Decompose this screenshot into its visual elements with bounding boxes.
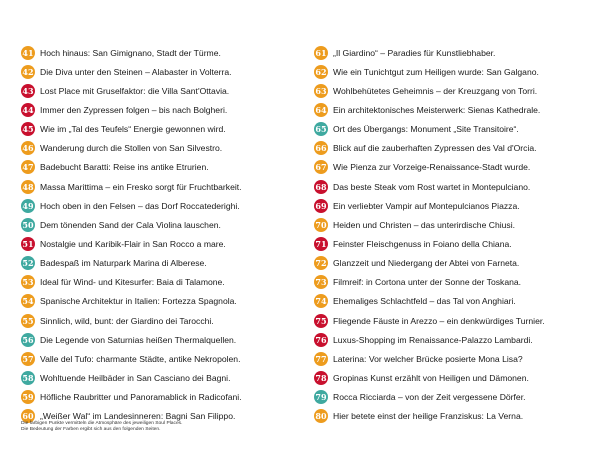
- number-badge: 45: [22, 124, 34, 135]
- number-badge: 69: [315, 200, 327, 211]
- number-badge: 62: [315, 66, 327, 77]
- list-item-text: Wie im „Tal des Teufels“ Energie gewonnen wird.: [40, 124, 226, 135]
- list-item: [21, 368, 321, 387]
- footnote-line-1: Die farbigen Punkte vermitteln die Atmosphäre des jeweiligen Soul Places.: [21, 421, 183, 426]
- list-item-text: Badespaß im Naturpark Marina di Alberese.: [40, 258, 207, 269]
- list-item-text: Badebucht Baratti: Reise ins antike Etrurien.: [40, 162, 209, 173]
- list-item-text: Immer den Zypressen folgen – bis nach Bolgheri.: [40, 104, 228, 115]
- number-badge: 61: [315, 47, 327, 58]
- left-column: [21, 43, 321, 426]
- list-item-text: Hoch oben in den Felsen – das Dorf Roccatederighi.: [40, 200, 240, 211]
- list-item-text: Wie ein Tunichtgut zum Heiligen wurde: San Galgano.: [333, 66, 539, 77]
- list-item: [314, 158, 600, 177]
- list-item: [21, 81, 321, 100]
- number-badge: 59: [22, 392, 34, 403]
- list-item-text: Glanzzeit und Niedergang der Abtei von Farneta.: [333, 258, 520, 269]
- list-item-text: Luxus-Shopping im Renaissance-Palazzo Lambardi.: [333, 334, 533, 345]
- list-item: [21, 388, 321, 407]
- number-badge: 68: [315, 181, 327, 192]
- list-item: [21, 254, 321, 273]
- number-badge: 64: [315, 104, 327, 115]
- list-item: [314, 120, 600, 139]
- list-item: [21, 349, 321, 368]
- number-badge: 50: [22, 219, 34, 230]
- list-item-text: Wanderung durch die Stollen von San Silvestro.: [40, 143, 223, 154]
- list-item-text: Die Legende von Saturnias heißen Thermalquellen.: [40, 334, 237, 345]
- list-item: [21, 273, 321, 292]
- right-column: [314, 43, 600, 426]
- number-badge: 63: [315, 85, 327, 96]
- list-item-text: Dem tönenden Sand der Cala Violina lauschen.: [40, 219, 221, 230]
- list-item-text: Lost Place mit Gruselfaktor: die Villa Sant'Ottavia.: [40, 85, 230, 96]
- number-badge: 51: [22, 238, 34, 249]
- list-item: [314, 43, 600, 62]
- number-badge: 80: [315, 411, 327, 422]
- list-item: [314, 139, 600, 158]
- number-badge: 44: [22, 104, 34, 115]
- number-badge: 72: [315, 258, 327, 269]
- footnote: [21, 421, 321, 434]
- number-badge: 46: [22, 143, 34, 154]
- list-item: [21, 62, 321, 81]
- number-badge: 47: [22, 162, 34, 173]
- footnote-line-2: Die Bedeutung der Farben ergibt sich aus den folgenden Seiten.: [21, 427, 161, 433]
- list-item: [314, 100, 600, 119]
- list-item: [314, 292, 600, 311]
- list-item-text: Wohltuende Heilbäder in San Casciano dei Bagni.: [40, 372, 231, 383]
- list-item: [21, 158, 321, 177]
- list-item-text: Valle del Tufo: charmante Städte, antike Nekropolen.: [40, 353, 241, 364]
- list-item-text: Spanische Architektur in Italien: Fortezza Spagnola.: [40, 296, 237, 307]
- list-item: [314, 177, 600, 196]
- list-item: [314, 273, 600, 292]
- number-badge: 57: [22, 353, 34, 364]
- list-item: [314, 81, 600, 100]
- list-item: [314, 388, 600, 407]
- list-item-text: „Weißer Wal“ im Landesinneren: Bagni San Filippo.: [40, 411, 236, 422]
- number-badge: 70: [315, 219, 327, 230]
- list-item-text: Rocca Ricciarda – von der Zeit vergessene Dörfer.: [333, 392, 526, 403]
- list-item-text: Feinster Fleischgenuss in Foiano della Chiana.: [333, 238, 512, 249]
- number-badge: 74: [315, 296, 327, 307]
- number-badge: 54: [22, 296, 34, 307]
- number-badge: 67: [315, 162, 327, 173]
- list-item: [21, 215, 321, 234]
- list-item-text: Ehemaliges Schlachtfeld – das Tal von Anghiari.: [333, 296, 516, 307]
- list-item: [314, 234, 600, 253]
- list-item-text: Nostalgie und Karibik-Flair in San Rocco a mare.: [40, 238, 226, 249]
- list-item: [314, 196, 600, 215]
- list-item: [314, 254, 600, 273]
- list-item: [21, 139, 321, 158]
- list-item-text: Massa Marittima – ein Fresko sorgt für Fruchtbarkeit.: [40, 181, 242, 192]
- number-badge: 73: [315, 277, 327, 288]
- list-item-text: Ein verliebter Vampir auf Montepulcianos Piazza.: [333, 200, 520, 211]
- number-badge: 77: [315, 353, 327, 364]
- list-item-text: Laterina: Vor welcher Brücke posierte Mona Lisa?: [333, 353, 523, 364]
- list-item: [314, 330, 600, 349]
- list-item: [21, 330, 321, 349]
- list-item: [21, 100, 321, 119]
- number-badge: 43: [22, 85, 34, 96]
- list-item-text: „Il Giardino“ – Paradies für Kunstliebhaber.: [333, 47, 496, 58]
- list-item-text: Gropinas Kunst erzählt von Heiligen und Dämonen.: [333, 372, 529, 383]
- list-item-text: Höfliche Raubritter und Panoramablick in Radicofani.: [40, 392, 242, 403]
- number-badge: 66: [315, 143, 327, 154]
- list-item: [21, 292, 321, 311]
- list-item-text: Blick auf die zauberhaften Zypressen des Val d'Orcia.: [333, 143, 537, 154]
- number-badge: 60: [22, 411, 34, 422]
- number-badge: 78: [315, 372, 327, 383]
- number-badge: 52: [22, 258, 34, 269]
- list-item-text: Filmreif: in Cortona unter der Sonne der Toskana.: [333, 277, 522, 288]
- list-item-text: Ein architektonisches Meisterwerk: Sienas Kathedrale.: [333, 104, 541, 115]
- number-badge: 55: [22, 315, 34, 326]
- number-badge: 49: [22, 200, 34, 211]
- number-badge: 42: [22, 66, 34, 77]
- list-item: [314, 62, 600, 81]
- list-item-text: Sinnlich, wild, bunt: der Giardino dei Tarocchi.: [40, 315, 214, 326]
- list-item-text: Fliegende Fäuste in Arezzo – ein denkwürdiges Turnier.: [333, 315, 545, 326]
- number-badge: 79: [315, 392, 327, 403]
- list-item-text: Ideal für Wind- und Kitesurfer: Baia di Talamone.: [40, 277, 225, 288]
- list-item-text: Die Diva unter den Steinen – Alabaster in Volterra.: [40, 66, 232, 77]
- list-item: [21, 120, 321, 139]
- list-item-text: Wohlbehütetes Geheimnis – der Kreuzgang von Torri.: [333, 85, 538, 96]
- list-item: [314, 215, 600, 234]
- list-item: [314, 311, 600, 330]
- number-badge: 75: [315, 315, 327, 326]
- number-badge: 41: [22, 47, 34, 58]
- number-badge: 71: [315, 238, 327, 249]
- list-item: [21, 177, 321, 196]
- number-badge: 65: [315, 124, 327, 135]
- list-item: [314, 407, 600, 426]
- number-badge: 56: [22, 334, 34, 345]
- list-item: [21, 234, 321, 253]
- list-item-text: Heiden und Christen – das unterirdische Chiusi.: [333, 219, 516, 230]
- list-item-text: Wie Pienza zur Vorzeige-Renaissance-Stadt wurde.: [333, 162, 531, 173]
- list-item-text: Hoch hinaus: San Gimignano, Stadt der Türme.: [40, 47, 221, 58]
- list-item: [314, 349, 600, 368]
- list-item: [21, 43, 321, 62]
- list-item: [21, 311, 321, 330]
- list-item-text: Hier betete einst der heilige Franziskus: La Verna.: [333, 411, 524, 422]
- list-item: [21, 196, 321, 215]
- number-badge: 53: [22, 277, 34, 288]
- list-item-text: Das beste Steak vom Rost wartet in Montepulciano.: [333, 181, 531, 192]
- list-item: [314, 368, 600, 387]
- number-badge: 58: [22, 372, 34, 383]
- number-badge: 48: [22, 181, 34, 192]
- number-badge: 76: [315, 334, 327, 345]
- list-item-text: Ort des Übergangs: Monument „Site Transitoire“.: [333, 124, 519, 135]
